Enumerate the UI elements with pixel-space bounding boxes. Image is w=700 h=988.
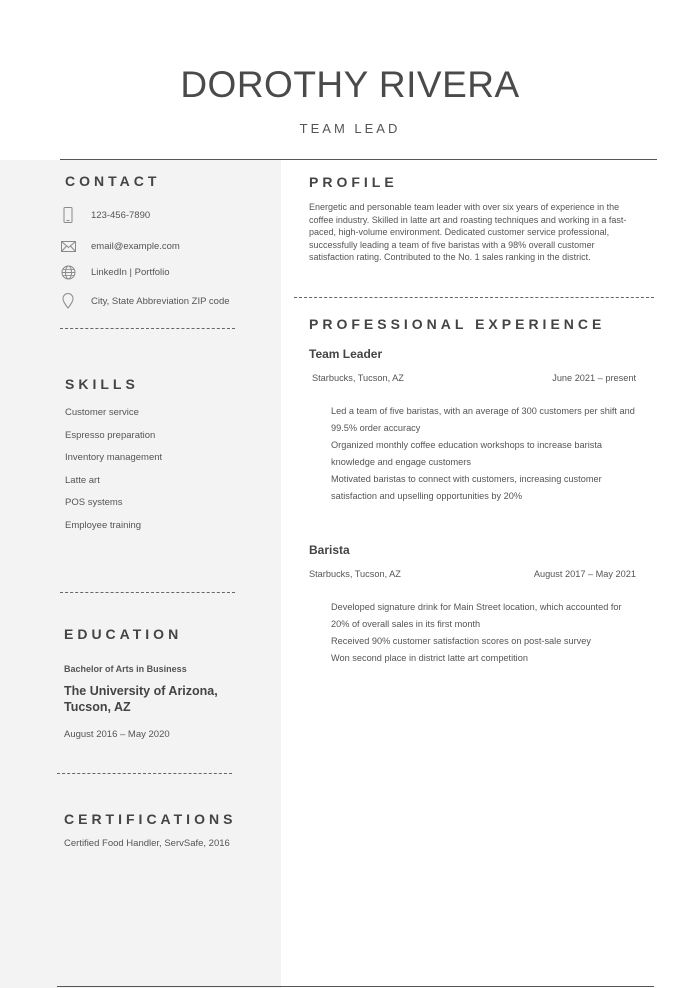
experience-heading: PROFESSIONAL EXPERIENCE (309, 316, 606, 332)
certifications-heading: CERTIFICATIONS (64, 811, 237, 827)
job-title: Team Leader (309, 347, 383, 361)
job-company: Starbucks, Tucson, AZ (312, 373, 404, 383)
job-bullet: Developed signature drink for Main Street location, which accounted for 20% of overall sales in its first month (331, 602, 622, 629)
sidebar-panel (0, 160, 281, 988)
contact-divider (60, 328, 235, 329)
location-pin-icon (60, 293, 76, 309)
header-divider (60, 159, 657, 160)
job-bullets (331, 403, 641, 505)
skill-item: POS systems (65, 497, 123, 508)
job-company: Starbucks, Tucson, AZ (309, 569, 401, 579)
profile-heading: PROFILE (309, 174, 398, 190)
job-title: Barista (309, 543, 350, 557)
job-dates: August 2017 – May 2021 (533, 569, 636, 579)
job-bullet: Led a team of five baristas, with an average of 300 customers per shift and 99.5% order accuracy (331, 406, 635, 433)
contact-heading: CONTACT (65, 173, 161, 189)
skills-heading: SKILLS (65, 376, 139, 392)
skill-item: Latte art (65, 475, 100, 486)
contact-phone-text: 123-456-7890 (91, 209, 151, 221)
skills-divider (60, 592, 235, 593)
profile-divider (294, 297, 654, 298)
job-bullet: Won second place in district latte art competition (331, 653, 528, 663)
contact-email (60, 238, 180, 254)
skill-item: Espresso preparation (65, 430, 156, 441)
contact-email-text: email@example.com (91, 240, 180, 252)
education-school: The University of Arizona, Tucson, AZ (64, 684, 218, 714)
skill-item: Customer service (65, 407, 139, 418)
footer-divider (57, 986, 654, 987)
skill-item: Inventory management (65, 452, 163, 463)
job-dates: June 2021 – present (552, 373, 636, 383)
skill-item: Employee training (65, 520, 142, 531)
contact-links (60, 264, 170, 280)
phone-icon (60, 207, 76, 223)
profile-summary: Energetic and personable team leader with over six years of experience in the coffee industry. Skilled in latte art and roasting techniques and working in a fast-paced, high-volume environment. Dedicated customer service professional, successfully leading a team of five baristas with a 98% overall customer satisfaction rating. Contributed to the No. 1 sales ranking in the district. (309, 202, 627, 263)
education-divider (57, 773, 232, 774)
email-icon (60, 238, 76, 254)
candidate-name: DOROTHY RIVERA (180, 64, 520, 105)
job-bullets (331, 599, 641, 667)
contact-location-text: City, State Abbreviation ZIP code (91, 295, 230, 307)
job-bullet: Organized monthly coffee education workshops to increase barista knowledge and engage customers (331, 440, 603, 467)
education-heading: EDUCATION (64, 626, 183, 642)
education-dates: August 2016 – May 2020 (64, 729, 170, 740)
job-bullet: Received 90% customer satisfaction scores on post-sale survey (331, 636, 591, 646)
contact-links-text: LinkedIn | Portfolio (91, 266, 170, 278)
candidate-role: TEAM LEAD (299, 121, 401, 136)
contact-phone (60, 207, 150, 223)
contact-location (60, 293, 230, 309)
job-bullet: Motivated baristas to connect with customers, increasing customer satisfaction and upselling opportunities by 20% (331, 474, 602, 501)
education-degree: Bachelor of Arts in Business (64, 664, 187, 674)
globe-icon (60, 264, 76, 280)
certification-item: Certified Food Handler, ServSafe, 2016 (64, 838, 230, 849)
